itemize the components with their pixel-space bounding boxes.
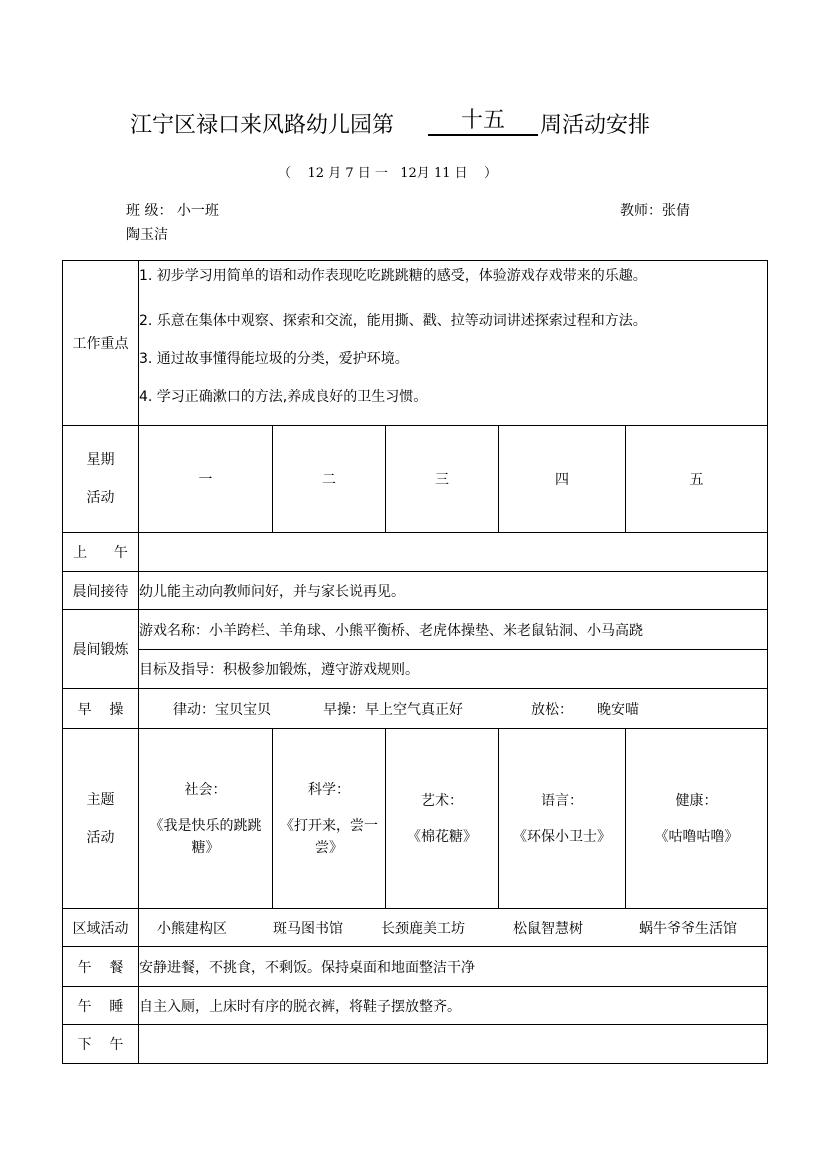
- schedule-table: [62, 260, 768, 1064]
- morning-exercise-label: 早 操: [63, 689, 139, 729]
- areas-row: [63, 909, 768, 947]
- title-prefix: 江宁区禄口来风路幼儿园第: [130, 113, 395, 138]
- areas-content: [139, 909, 768, 947]
- relax-label: 放松：: [531, 701, 573, 718]
- weekday-cell: 三: [386, 426, 499, 533]
- teacher-extra: 陶玉洁: [126, 227, 168, 243]
- focus-row: [63, 261, 768, 426]
- afternoon-row: [63, 1025, 768, 1064]
- weekday-cell: 五: [626, 426, 768, 533]
- exercise-games: 游戏名称：小羊跨栏、羊角球、小熊平衡桥、老虎体操垫、米老鼠钻洞、小马高跷: [139, 610, 768, 650]
- lunch-text: 安静进餐，不挑食，不剩饭。保持桌面和地面整洁干净: [139, 947, 768, 987]
- exercise-goal-row: [63, 650, 768, 689]
- theme-cell: [386, 729, 499, 909]
- weekday-label-line2: 活动: [86, 490, 115, 506]
- theme-title: 《棉花糖》: [407, 828, 477, 845]
- lunch-label: 午 餐: [63, 947, 139, 987]
- rhythm-text: 律动：宝贝宝贝: [173, 701, 271, 718]
- focus-content: [139, 261, 768, 426]
- focus-item: 3. 通过故事懂得能垃圾的分类，爱护环境。: [139, 351, 409, 367]
- teacher-label: 教师：张倩: [620, 203, 690, 219]
- title-week-number: 十五: [428, 108, 538, 136]
- weekday-cell: 四: [499, 426, 626, 533]
- theme-title: 《打开来，尝一尝》: [280, 817, 378, 856]
- afternoon-content: [139, 1025, 768, 1064]
- area-item: 长颈鹿美工坊: [381, 920, 465, 937]
- theme-cell: [626, 729, 768, 909]
- theme-label-line2: 活动: [86, 829, 115, 846]
- class-label: 班 级： 小一班: [126, 203, 219, 219]
- focus-item: 1. 初步学习用简单的语和动作表现吃吃跳跳糖的感受，体验游戏存戏带来的乐趣。: [139, 268, 647, 284]
- theme-label: [63, 729, 139, 909]
- nap-text: 自主入厕，上床时有序的脱衣裤，将鞋子摆放整齐。: [139, 987, 768, 1025]
- area-item: 斑马图书馆: [273, 920, 343, 937]
- theme-subject: 语言：: [541, 792, 583, 809]
- reception-row: [63, 572, 768, 610]
- theme-cell: [139, 729, 273, 909]
- morning-exercise-row: [63, 689, 768, 729]
- theme-cell: [499, 729, 626, 909]
- focus-label: 工作重点: [63, 261, 139, 426]
- lunch-row: [63, 947, 768, 987]
- relax-text: 晚安喵: [597, 701, 639, 718]
- theme-label-line1: 主题: [86, 791, 115, 808]
- focus-item: 4. 学习正确漱口的方法,养成良好的卫生习惯。: [139, 389, 428, 405]
- weekday-label: [63, 426, 139, 533]
- exercise-text: 早操：早上空气真正好: [323, 701, 463, 718]
- weekday-cell: 一: [139, 426, 273, 533]
- exercise-goal: 目标及指导：积极参加锻炼，遵守游戏规则。: [139, 650, 768, 689]
- theme-subject: 健康：: [675, 792, 718, 809]
- theme-title: 《我是快乐的跳跳糖》: [149, 817, 262, 856]
- theme-row: [63, 729, 768, 909]
- area-item: 小熊建构区: [157, 920, 227, 937]
- weekday-row: [63, 426, 768, 533]
- nap-row: [63, 987, 768, 1025]
- nap-label: 午 睡: [63, 987, 139, 1025]
- areas-label: 区域活动: [63, 909, 139, 947]
- area-item: 蜗牛爷爷生活馆: [639, 920, 737, 937]
- reception-text: 幼儿能主动向教师问好，并与家长说再见。: [139, 572, 768, 610]
- morning-row: [63, 533, 768, 572]
- theme-subject: 社会：: [184, 781, 227, 798]
- date-range: （ 12 月 7 日 一 12月 11 日 ）: [278, 166, 498, 181]
- exercise-row: [63, 610, 768, 650]
- theme-cell: [273, 729, 386, 909]
- weekday-cell: 二: [273, 426, 386, 533]
- theme-title: 《环保小卫士》: [513, 828, 611, 845]
- exercise-label: 晨间锻炼: [63, 610, 139, 689]
- title-suffix: 周活动安排: [540, 113, 651, 138]
- theme-subject: 艺术：: [421, 792, 463, 809]
- afternoon-label: 下 午: [63, 1025, 139, 1064]
- reception-label: 晨间接待: [63, 572, 139, 610]
- area-item: 松鼠智慧树: [513, 920, 583, 937]
- focus-item: 2. 乐意在集体中观察、探索和交流，能用撕、戳、拉等动词讲述探索过程和方法。: [139, 313, 647, 329]
- morning-label: 上 午: [63, 533, 139, 572]
- morning-content: [139, 533, 768, 572]
- weekday-label-line1: 星期: [86, 452, 115, 468]
- theme-subject: 科学：: [308, 781, 350, 798]
- morning-exercise-content: [139, 689, 768, 729]
- theme-title: 《咕噜咕噜》: [654, 828, 739, 845]
